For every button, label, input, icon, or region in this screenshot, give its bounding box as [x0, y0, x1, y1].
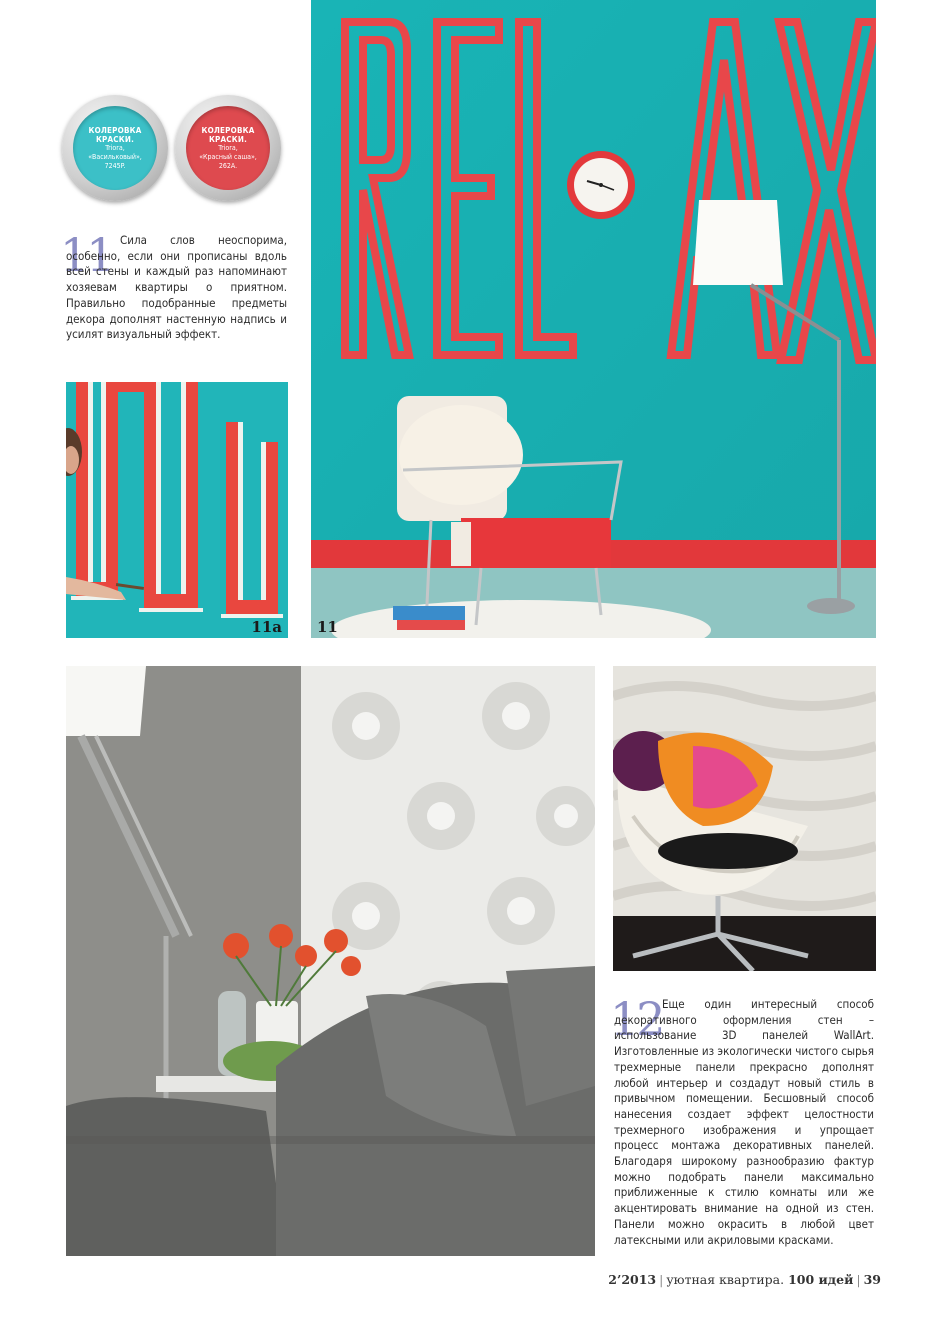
section-12-paragraph: Еще один интересный способ декоративного оформления стен – использование 3D панелей WallArt. Изготовленные из экологически чистого сырья трехмерные панели прекрасно дополнят любой интерьер и создадут новый стиль в привычном помещении. Бесшовный способ нанесения создает эффект целостности трехмерного изображения и упрощает процесс монтажа декоративных панелей. Благодаря широкому разнообразию фактур можно подобрать панели максимально приближенные к стилю комнаты или же акцентировать внимание на одной из стен. Панели можно окрасить в любой цвет латексными или акриловыми красками.	[614, 997, 874, 1247]
footer-page-number: 39	[863, 1272, 881, 1287]
photo-label-11: 11	[317, 618, 338, 636]
footer-separator: |	[659, 1272, 664, 1287]
swatch-brand: Triora,	[105, 143, 125, 152]
footer-issue: 2’2013	[608, 1272, 657, 1287]
swatch-title: КОЛЕРОВКА	[201, 125, 255, 135]
swatch-color-name: «Красный саша»,	[199, 152, 257, 161]
swatch-subtitle: КРАСКИ.	[208, 134, 248, 144]
paint-swatch-red	[175, 95, 281, 201]
swatch-subtitle: КРАСКИ.	[95, 134, 135, 144]
photo-12-chair-pillow	[613, 666, 876, 971]
section-number-11: 11	[60, 228, 113, 282]
footer-special: 100 идей	[788, 1272, 854, 1287]
page-footer	[608, 1272, 881, 1287]
swatch-code: 262A.	[218, 161, 238, 170]
paint-swatch-turquoise	[62, 95, 168, 201]
footer-magazine: уютная квартира.	[666, 1272, 785, 1287]
swatch-color-red	[186, 106, 270, 190]
photo-12-illustration	[66, 666, 595, 1256]
section-number-12: 12	[610, 992, 663, 1046]
swatch-color-name: «Васильковый»,	[88, 152, 142, 161]
section-11-text	[66, 233, 287, 343]
photo-11-relax-wall	[311, 0, 876, 638]
swatch-color-turquoise	[73, 106, 157, 190]
section-11-paragraph: Сила слов неоспорима, особенно, если они прописаны вдоль всей стены и каждый раз напоминают хозяевам квартиры о приятном. Правильно подобранные предметы декора дополнят настенную надпись и усилят визуальный эффект.	[66, 233, 287, 342]
photo-11a-illustration	[66, 382, 288, 638]
photo-11-illustration	[311, 0, 876, 638]
section-12-text	[614, 997, 874, 1248]
footer-separator: |	[856, 1272, 861, 1287]
photo-12-small-illustration	[613, 666, 876, 971]
swatch-title: КОЛЕРОВКА	[88, 125, 142, 135]
photo-12-sofa-3d-panels	[66, 666, 595, 1256]
swatch-brand: Triora,	[218, 143, 238, 152]
photo-11a-painting-letters	[66, 382, 288, 638]
photo-label-11a: 11а	[251, 618, 282, 636]
swatch-code: 7245P.	[104, 161, 126, 170]
